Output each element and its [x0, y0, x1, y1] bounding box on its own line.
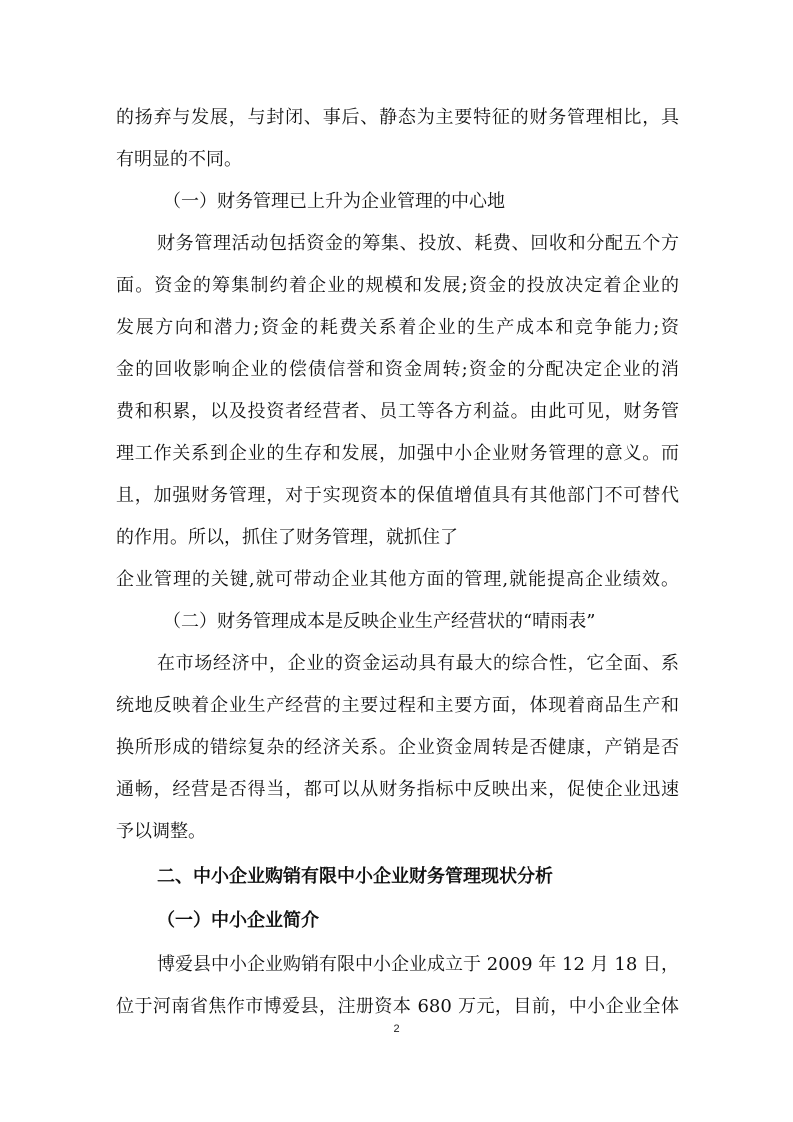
paragraph-line: 面。资金的筹集制约着企业的规模和发展;资金的投放决定着企业的	[116, 275, 679, 296]
paragraph-line: 位于河南省焦作市博爱县，注册资本 680 万元，目前，中小企业全体	[116, 996, 679, 1017]
paragraph-line: 财务管理活动包括资金的筹集、投放、耗费、回收和分配五个方	[157, 233, 679, 254]
paragraph-line: 有明显的不同。	[116, 149, 242, 170]
paragraph-line: 博爱县中小企业购销有限中小企业成立于 2009 年 12 月 18 日，	[157, 954, 679, 975]
subsection-heading: （一）中小企业简介	[157, 910, 319, 931]
paragraph-line: 费和积累，以及投资者经营者、员工等各方利益。由此可见，财务管	[116, 401, 679, 422]
section-heading: 二、中小企业购销有限中小企业财务管理现状分析	[157, 866, 553, 887]
paragraph-line: 的作用。所以，抓住了财务管理，就抓住了	[116, 527, 458, 548]
subheading: （一）财务管理已上升为企业管理的中心地	[163, 191, 505, 212]
paragraph-line: 予以调整。	[116, 821, 206, 842]
paragraph-line: 发展方向和潜力;资金的耗费关系着企业的生产成本和竞争能力;资	[116, 317, 679, 338]
paragraph-line: 通畅，经营是否得当，都可以从财务指标中反映出来，促使企业迅速	[116, 779, 679, 800]
paragraph-line: 理工作关系到企业的生存和发展，加强中小企业财务管理的意义。而	[116, 443, 679, 464]
paragraph-line: 换所形成的错综复杂的经济关系。企业资金周转是否健康，产销是否	[116, 737, 679, 758]
paragraph-line: 且，加强财务管理，对于实现资本的保值增值具有其他部门不可替代	[116, 485, 679, 506]
subheading: （二）财务管理成本是反映企业生产经营状的“晴雨表”	[163, 611, 596, 632]
page-number: 2	[393, 1023, 400, 1035]
paragraph-line: 的扬弃与发展，与封闭、事后、静态为主要特征的财务管理相比，具	[116, 107, 679, 128]
paragraph-line: 金的回收影响企业的偿债信誉和资金周转;资金的分配决定企业的消	[116, 359, 679, 380]
paragraph-line: 企业管理的关键,就可带动企业其他方面的管理,就能提高企业绩效。	[116, 569, 679, 590]
paragraph-line: 统地反映着企业生产经营的主要过程和主要方面，体现着商品生产和	[116, 695, 679, 716]
paragraph-line: 在市场经济中，企业的资金运动具有最大的综合性，它全面、系	[157, 653, 679, 674]
